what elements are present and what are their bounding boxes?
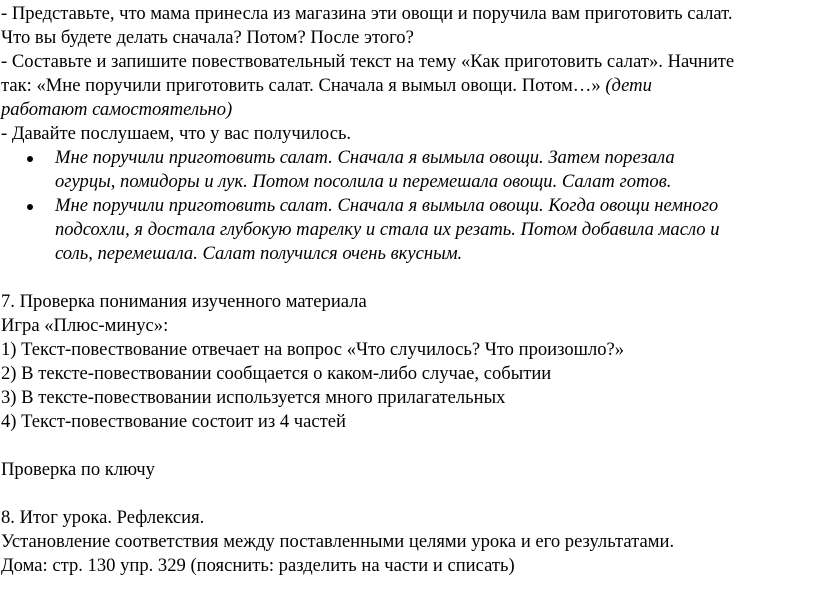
- section-7-heading: 7. Проверка понимания изученного материала: [1, 291, 367, 312]
- intro-line-4-note: (дети: [605, 75, 652, 96]
- example-2-line-2: подсохли, я достала глубокую тарелку и стала их резать. Потом добавила масло и: [55, 219, 720, 240]
- spacer: [1, 266, 816, 290]
- example-2-line-1: Мне поручили приготовить салат. Сначала я вымыла овощи. Когда овощи немного: [55, 195, 719, 216]
- section-8-line-2: Дома: стр. 130 упр. 329 (пояснить: разделить на части и списать): [1, 555, 515, 576]
- section-8-heading: 8. Итог урока. Рефлексия.: [1, 507, 205, 528]
- example-1-line-2: огурцы, помидоры и лук. Потом посолила и перемешала овощи. Салат готов.: [55, 171, 672, 192]
- intro-line-5-note: работают самостоятельно): [1, 99, 233, 120]
- intro-line-6: - Давайте послушаем, что у вас получилось.: [1, 123, 352, 144]
- bullet-icon: [27, 204, 33, 210]
- intro-line-4: [1, 74, 816, 98]
- example-1-line-1: Мне поручили приготовить салат. Сначала я вымыла овощи. Затем порезала: [55, 147, 675, 168]
- section-7-check: Проверка по ключу: [1, 459, 155, 480]
- spacer: [1, 482, 816, 506]
- section-7-item-4: 4) Текст-повествование состоит из 4 частей: [1, 411, 346, 432]
- example-2-line-3: соль, перемешала. Салат получился очень вкусным.: [55, 243, 463, 264]
- section-7-item-2: 2) В тексте-повествовании сообщается о каком-либо случае, событии: [1, 363, 552, 384]
- example-item-1: [1, 146, 816, 194]
- intro-line-4-text: так: «Мне поручили приготовить салат. Сначала я вымыл овощи. Потом…»: [1, 75, 606, 96]
- section-7-item-1: 1) Текст-повествование отвечает на вопрос «Что случилось? Что произошло?»: [1, 339, 625, 360]
- intro-line-1: - Представьте, что мама принесла из магазина эти овощи и поручила вам приготовить салат.: [1, 3, 733, 24]
- intro-line-3: - Составьте и запишите повествовательный текст на тему «Как приготовить салат». Начните: [1, 51, 735, 72]
- example-item-2: [1, 194, 816, 266]
- section-7-game: Игра «Плюс-минус»:: [1, 315, 169, 336]
- section-7-item-3: 3) В тексте-повествовании используется много прилагательных: [1, 387, 506, 408]
- bullet-icon: [27, 156, 33, 162]
- spacer: [1, 434, 816, 458]
- example-list: [1, 146, 816, 266]
- section-8-line-1: Установление соответствия между поставленными целями урока и его результатами.: [1, 531, 675, 552]
- intro-line-2: Что вы будете делать сначала? Потом? После этого?: [1, 27, 414, 48]
